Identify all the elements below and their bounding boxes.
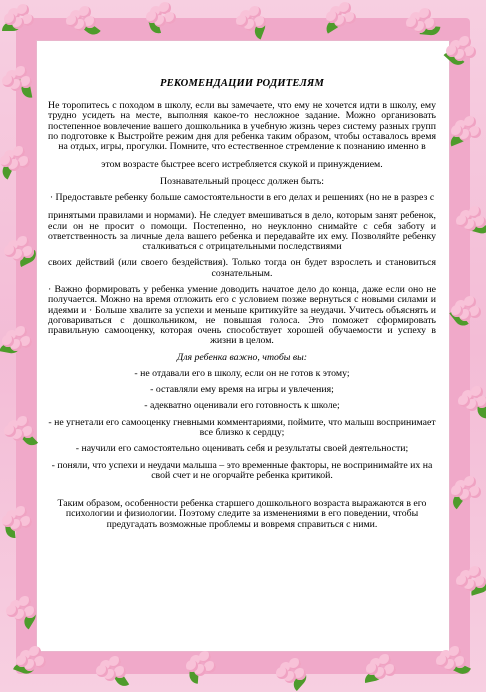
blossom-petal xyxy=(456,575,468,587)
blossom-petal xyxy=(406,17,418,29)
blossom-petal xyxy=(4,425,16,437)
blossom-petal xyxy=(4,245,16,257)
blossom-petal xyxy=(4,13,16,25)
blossom-petal xyxy=(6,605,18,617)
document-body xyxy=(48,78,436,536)
blossom-petal xyxy=(456,215,468,227)
blossom-petal xyxy=(446,45,458,57)
blossom-petal xyxy=(236,15,248,27)
blossom-petal xyxy=(436,655,448,667)
blossom-petal xyxy=(326,11,338,23)
list-item: - научили его самостоятельно оценивать себя и результаты своей деятельности; xyxy=(75,443,409,455)
blossom-petal xyxy=(96,665,108,677)
list-item: - адекватно оценивали его готовность к школе; xyxy=(144,400,340,412)
document-title: РЕКОМЕНДАЦИИ РОДИТЕЛЯМ xyxy=(160,78,324,89)
blossom-petal xyxy=(458,395,470,407)
blossom-petal xyxy=(451,125,463,137)
blossom-petal xyxy=(451,305,463,317)
blossom-petal xyxy=(186,660,198,672)
paragraph-important-heading: Для ребенка важно, чтобы вы: xyxy=(177,351,307,363)
blossom-petal xyxy=(2,335,14,347)
list-item: - не отдавали его в школу, если он не готов к этому; xyxy=(134,367,350,379)
blossom-petal xyxy=(16,655,28,667)
paragraph-finish-tasks: · Важно формировать у ребенка умение доводить начатое дело до конца, даже если оно не получается. Можно на время отложить его с условием позже вернуться с новыми силами и идеями и · Больше хвалите за успехи и меньше критикуйте за неудачи. Учитесь объяснять и договариваться с дошкольником, не повышая голоса. Это поможет сформировать правильную самооценку, которая очень способствует хорошей обучаемости и успеху в жизни в целом. xyxy=(48,283,436,347)
paragraph-process: Познавательный процесс должен быть: xyxy=(160,175,324,187)
paragraph-intro: Не торопитесь с походом в школу, если вы замечаете, что ему не хочется идти в школу, ему трудно усидеть на месте, выполняя какое-то несложное задание. Можно организовать постепенное вовлечение вашего дошкольника в учебную жизнь через систему разных групп по подготовке к Выстройте режим дня для ребенка таким образом, чтобы оставалось время на отдых, игры, прогулки. Помните, что естественное стремление к познанию именно в xyxy=(48,100,436,153)
blossom-petal xyxy=(2,75,14,87)
blossom-petal xyxy=(276,667,288,679)
paragraph-independence-end: своих действий (или своего бездействия). Только тогда он будет взрослеть и становиться сознательным. xyxy=(48,257,436,279)
blossom-petal xyxy=(451,485,463,497)
paragraph-independence-rules: принятыми правилами и нормами). Не следует вмешиваться в дело, которым занят ребенок, если он не просит о помощи. Постепенно, но неуклонно снимайте с себя заботу и ответственность за личные дела вашего ребенка и передавайте их ему. Позволяйте ребенку сталкиваться с отрицательными последствиями xyxy=(48,210,436,253)
blossom-petal xyxy=(66,15,78,27)
paragraph-conclusion: Таким образом, особенности ребенка старшего дошкольного возраста выражаются в его психологии и физиологии. Поэтому следите за изменениями в его поведении, чтобы предугадать возможные проблемы и вовремя справиться с ними. xyxy=(57,498,427,530)
list-item: - не угнетали его самооценку гневными комментариями, поймите, что малыш воспринимает все близко к сердцу; xyxy=(48,416,436,439)
blossom-petal xyxy=(366,663,378,675)
blossom-petal xyxy=(146,11,158,23)
paragraph-intro-end: этом возрасте быстрее всего истребляется скукой и принуждением. xyxy=(101,159,383,171)
blossom-petal xyxy=(2,515,14,527)
list-item: - поняли, что успехи и неудачи малыша – это временные факторы, не воспринимайте их на свой счет и не огорчайте ребенка критикой. xyxy=(51,459,433,481)
blossom-petal xyxy=(0,155,12,167)
list-item: - оставляли ему время на игры и увлечения; xyxy=(150,384,334,396)
paragraph-independence: · Предоставьте ребенку больше самостоятельности в его делах и решениях (но не в разрез с xyxy=(49,191,435,203)
